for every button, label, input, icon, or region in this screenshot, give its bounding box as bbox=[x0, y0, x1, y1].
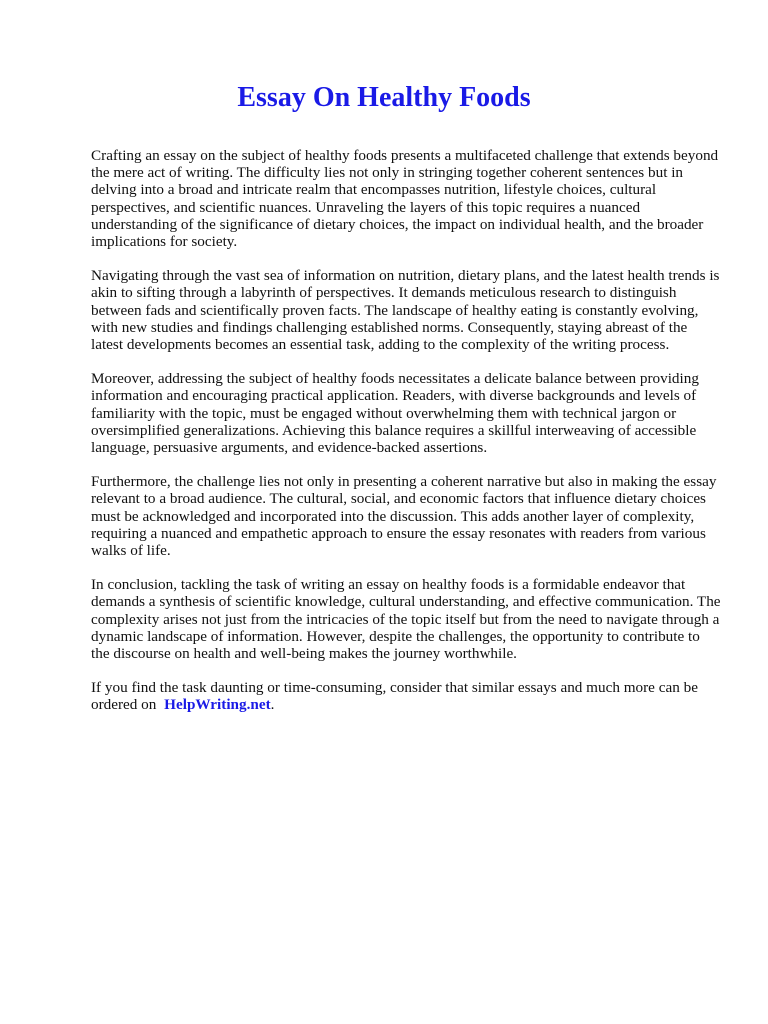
closing-paragraph bbox=[91, 679, 721, 713]
helpwriting-link[interactable]: HelpWriting.net bbox=[164, 696, 271, 714]
closing-period: . bbox=[270, 696, 275, 714]
paragraph-5: In conclusion, tackling the task of writing an essay on healthy foods is a formidable endeavor that demands a synthesis of scientific knowledge, cultural understanding, and effective communication. The complexity arises not just from the intricacies of the topic itself but from the need to navigate through a dynamic landscape of information. However, despite the challenges, the opportunity to contribute to the discourse on health and well-being makes the journey worthwhile. bbox=[91, 576, 721, 663]
paragraph-3: Moreover, addressing the subject of healthy foods necessitates a delicate balance between providing information and encouraging practical application. Readers, with diverse backgrounds and levels of familiarity with the topic, must be engaged without overwhelming them with technical jargon or oversimplified generalizations. Achieving this balance requires a skillful interweaving of accessible language, persuasive arguments, and evidence-backed assertions. bbox=[91, 370, 699, 457]
paragraph-2: Navigating through the vast sea of information on nutrition, dietary plans, and the latest health trends is akin to sifting through a labyrinth of perspectives. It demands meticulous research to distinguish between fads and scientifically proven facts. The landscape of healthy eating is constantly evolving, with new studies and findings challenging established norms. Consequently, staying abreast of the latest developments becomes an essential task, adding to the complexity of the writing process. bbox=[91, 267, 720, 354]
page-title: Essay On Healthy Foods bbox=[237, 82, 531, 113]
paragraph-1: Crafting an essay on the subject of healthy foods presents a multifaceted challenge that extends beyond the mere act of writing. The difficulty lies not only in stringing together coherent sentences but in delving into a broad and intricate realm that encompasses nutrition, lifestyle choices, cultural perspectives, and scientific nuances. Unraveling the layers of this topic requires a nuanced understanding of the significance of dietary choices, the impact on individual health, and the broader implications for society. bbox=[91, 147, 719, 251]
paragraph-4: Furthermore, the challenge lies not only in presenting a coherent narrative but also in making the essay relevant to a broad audience. The cultural, social, and economic factors that influence dietary choices must be acknowledged and incorporated into the discussion. This adds another layer of complexity, requiring a nuanced and empathetic approach to ensure the essay resonates with readers from various walks of life. bbox=[91, 473, 717, 560]
closing-text: If you find the task daunting or time-consuming, consider that similar essays and much more can be ordered on bbox=[91, 679, 698, 714]
essay-body bbox=[91, 147, 721, 731]
